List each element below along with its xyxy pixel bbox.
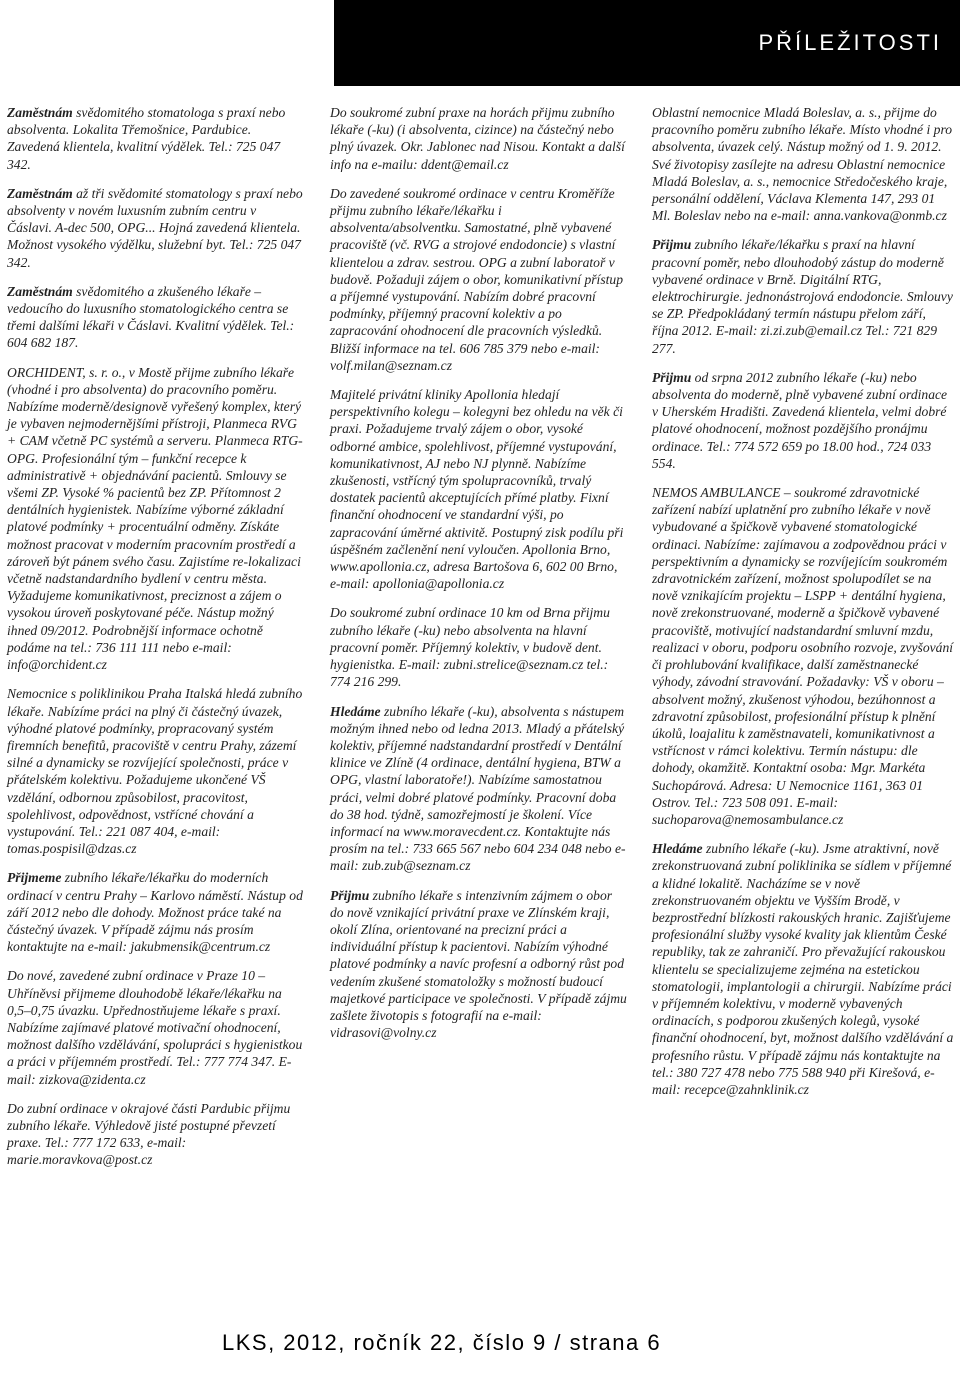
classified-ad — [330, 386, 628, 592]
classified-ad — [7, 185, 303, 271]
classified-ad — [7, 869, 303, 955]
ad-lead: Přijmu — [652, 237, 692, 253]
classified-ad — [7, 685, 303, 857]
ad-text: Nemocnice s poliklinikou Praha Italská hledá zubního lékaře. Nabízíme práci na plný či částečný úvazek, výhodné platové podmínky, propracovaný systém firemních benefitů, pracoviště v centru Prahy, zázemí silné a dynamicky se rozvíjející společnosti, práce v přátelském kolektivu. Požadujeme ukončené VŠ vzdělání, odbornou způsobilost, pracovitost, spolehlivost, odpovědnost, vstřícné chování a vystupování. Tel.: 221 087 404, e-mail: tomas.pospisil@dzas.cz — [7, 686, 303, 857]
ad-lead: Zaměstnám — [7, 185, 73, 201]
ad-lead: Hledáme — [330, 703, 381, 719]
classified-ad — [7, 967, 303, 1087]
classified-ad — [7, 364, 303, 674]
ad-text: zubního lékaře s intenzivním zájmem o obor do nově vznikající privátní praxe ve Zlínském kraji, okolí Zlína, orientované na precizní práci a individuální přístup k pacientovi. Nabízím výhodné platové podmínky a navíc profesní a odborný růst pod vedením zkušené stomatoložky s možností budoucí majetkové participace ve společnosti. V případě zájmu zašlete životopis s fotografií na e-mail: vidrasovi@volny.cz — [330, 887, 627, 1041]
ad-lead: Zaměstnám — [7, 283, 73, 299]
classified-ad — [330, 185, 628, 374]
classified-ad — [330, 604, 628, 690]
classified-ad — [652, 840, 954, 1098]
ad-text: Do nové, zavedené zubní ordinace v Praze 10 – Uhříněvsi přijmeme dlouhodobě lékaře/lékařku na 0,5–0,75 úvazku. Upřednostňujeme lékaře s praxí. Nabízíme zajímavé platové motivační ohodnocení, možnost dalšího vzdělávání, spolupráci s hygienistkou a práci v příjemném prostředí. Tel.: 777 774 347. E-mail: zizkova@zidenta.cz — [7, 968, 303, 1087]
column-3 — [652, 104, 954, 1110]
column-1 — [7, 104, 303, 1181]
column-2 — [330, 104, 628, 1053]
ad-lead: Přijmu — [652, 369, 692, 385]
ad-text: zubního lékaře (-ku), absolventa s nástupem možným ihned nebo od ledna 2013. Mladý a přátelský kolektiv, příjemné nadstandardní prostředí v Dentální klinice ve Zlíně (4 ordinace, dentální hygiena, BTW a OPG, vlastní laboratoře!). Nabízíme samostatnou práci, velmi dobré platové podmínky. Pracovní doba do 38 hod. týdně, samozřejmostí je školení. Více informací na www.moravecdent.cz. Kontaktujte nás prosím na tel.: 733 665 567 nebo 604 234 048 nebo e-mail: zub.zub@seznam.cz — [330, 703, 626, 874]
header-band — [334, 0, 960, 86]
classified-ad — [330, 703, 628, 875]
page-footer: LKS, 2012, ročník 22, číslo 9 / strana 6 — [222, 1330, 662, 1355]
ad-text: až tři svědomité stomatology s praxí nebo absolventy v novém luxusním zubním centru v Čáslavi. A-dec 500, OPG... Hojná zavedená klientela. Možnost vysokého výdělku, služební byt. Tel.: 725 047 342. — [7, 185, 303, 270]
ad-text: Oblastní nemocnice Mladá Boleslav, a. s., přijme do pracovního poměru zubního lékaře. Místo vhodné i pro absolventa, úvazek celý. Nástup možný od 1. 9. 2012. Své životopisy zasílejte na adresu Oblastní nemocnice Mladá Boleslav, a. s., nemocnice Středočeského kraje, personální oddělení, Václava Klementa 147, 293 01 Ml. Boleslav nebo na e-mail: anna.vankova@onmb.cz — [652, 105, 953, 224]
classified-ad — [7, 1100, 303, 1169]
classified-ad — [652, 484, 954, 828]
ad-lead: Zaměstnám — [7, 105, 73, 120]
ad-lead: Hledáme — [652, 841, 703, 857]
classified-ad — [7, 283, 303, 352]
classified-ad — [652, 236, 954, 356]
classified-ad — [652, 104, 954, 224]
ad-text: NEMOS AMBULANCE – soukromé zdravotnické zařízení nabízí uplatnění pro zubního lékaře v nově vybudované a špičkově vybavené stomatologické ordinaci. Nabízíme: zajímavou a zodpovědnou práci v perspektivním a dynamicky se rozvíjejícím soukromém zdravotnickém zařízení, možnost spolupodílet se na nově vznikajícím projektu – LSPP + dentální hygiena, nově zrekonstruované, moderně a špičkově vybavené pracoviště, motivující nadstandardní smluvní mzdu, realizaci v oboru, podporu osobního rozvoje, zvyšování či prohlubování kvalifikace, další zaměstnanecké výhody, závodní stravování. Požadavky: VŠ v oboru – absolvent možný, zkušenost výhodou, bezúhonnost a zdravotní způsobilost, profesionální přístup k plnění úkolů, loajalitu k zaměstnavateli, komunikativnost a vstřícnost v rámci kolektivu. Termín nástupu: dle dohody, okamžitě. Kontaktní osoba: Mgr. Markéta Suchopárová. Adresa: U Nemocnice 1161, 363 01 Ostrov. Tel.: 723 508 091. E-mail: suchoparova@nemosambulance.cz — [652, 485, 954, 827]
ad-text: zubního lékaře/lékařku do moderních ordinací v centru Prahy – Karlovo náměstí. Nástup od září 2012 nebo dle dohody. Možnost práce také na částečný úvazek. V případě zájmu nás prosím kontaktujte na e-mail: jakubmensik@centrum.cz — [7, 870, 303, 955]
classified-ad — [330, 104, 628, 173]
ad-text: Do soukromé zubní praxe na horách přijmu zubního lékaře (-ku) (i absolventa, cizince) na částečný nebo plný úvazek. Okr. Jablonec nad Nisou. Kontakt a další info na e-mailu: ddent@email.cz — [330, 105, 625, 172]
ad-text: Do zubní ordinace v okrajové části Pardubic přijmu zubního lékaře. Výhledově jisté postupné převzetí praxe. Tel.: 777 172 633, e-mail: marie.moravkova@post.cz — [7, 1100, 291, 1168]
ad-text: zubního lékaře (-ku). Jsme atraktivní, nově zrekonstruovaná zubní poliklinika se sídlem v příjemné a klidné lokalitě. Nacházíme se v nově zrekonstruovaném objektu ve Vyšším Brodě, v bezprostřední blízkosti rakouských hranic. Zajišťujeme profesionální služby vysoké kvality jak klientům České republiky, tak ze zahraničí. Pro převažující rakouskou klientelu se specializujeme zejména na estetickou stomatologii, implantologii a chirurgii. Nabízíme práci v příjemném kolektivu, v moderně vybavených ordinacích, s podporou zkušených kolegů, vysoké finanční ohodnocení, byt, možnost dalšího vzdělávání a profesního růstu. V případě zájmu nás kontaktujte na tel.: 380 727 478 nebo 775 588 940 při Kirešová, e-mail: recepce@zahnklinik.cz — [652, 841, 954, 1097]
ad-text: ORCHIDENT, s. r. o., v Mostě přijme zubního lékaře (vhodné i pro absolventa) do pracovního poměru. Nabízíme moderně/designově vyřešený komplex, který je vybaven nejmodernějšími přístroji, Planmeca RVG + CAM včetně PC systémů a serveru. Planmeca RTG-OPG. Profesionální tým – funkční recepce k administrativě + objednávání pacientů. Smlouvy se všemi ZP. Vysoké % pacientů bez ZP. Přítomnost 2 dentálních hygienistek. Nabízíme výborné základní platové podmínky + procentuální odměny. Získáte možnost pracovat v moderním pracovním prostředí a zároveň být pánem svého času. Zajistíme re-lokalizaci včetně nadstandardního bydlení v centru města. Vyžadujeme komunikativnost, preciznost a zájem o vysokou úroveň poskytované péče. Nástup možný ihned 09/2012. Podrobnější informace ochotně podáme na tel.: 736 111 111 nebo e-mail: info@orchident.cz — [7, 364, 303, 673]
classified-ad — [330, 887, 628, 1042]
classified-ad — [652, 369, 954, 472]
ad-lead: Přijmu — [330, 887, 370, 903]
ad-text: Do soukromé zubní ordinace 10 km od Brna přijmu zubního lékaře (-ku) nebo absolventa na hlavní pracovní poměr. Příjemný kolektiv, v budově dent. hygienistka. E-mail: zubni.strelice@seznam.cz tel.: 774 216 299. — [330, 605, 610, 690]
ad-lead: Přijmeme — [7, 870, 62, 886]
ad-text: Majitelé privátní kliniky Apollonia hledají perspektivního kolegu – kolegyni bez ohledu na věk či praxi. Požadujeme trvalý zájem o obor, vysoké odborné ambice, spolehlivost, příjemné vystupování, komunikativnost, AJ nebo NJ plynně. Nabízíme zkušenosti, vstřícný tým spolupracovníků, trvalý dostatek pacientů akceptujících přímé platby. Fixní finanční ohodnocení ve standardní výši, po zapracování úměrné aktivitě. Postupný zisk podílu při úspěšném začlenění není vyloučen. Apollonia Brno, www.apollonia.cz, adresa Bartošova 6, 602 00 Brno, e-mail: apollonia@apollonia.cz — [330, 387, 624, 592]
ad-text: svědomitého stomatologa s praxí nebo absolventa. Lokalita Třemošnice, Pardubice. Zavedená klientela, kvalitní výdělek. Tel.: 725 047 342. — [7, 105, 286, 172]
ad-text: svědomitého a zkušeného lékaře – vedoucího do luxusního stomatologického centra se třemi dalšími lékaři v Čáslavi. Kvalitní výdělek. Tel.: 604 682 187. — [7, 283, 295, 351]
ad-text: zubního lékaře/lékařku s praxí na hlavní pracovní poměr, nebo dlouhodobý zástup do moderně vybavené ordinace v Brně. Digitální RTG, elektrochirurgie. jednonástrojová endodoncie. Smlouvy se ZP. Předpokládaný termín nástupu přelom září, října 2012. E-mail: zi.zi.zub@email.cz Tel.: 721 829 277. — [652, 237, 953, 356]
ad-text: od srpna 2012 zubního lékaře (-ku) nebo absolventa do moderně, plně vybavené zubní ordinace v Uherském Hradišti. Zavedená klientela, velmi dobré platové ohodnocení, možnost pozdějšího pronájmu ordinace. Tel.: 774 572 659 po 18.00 hod., 724 033 554. — [652, 369, 948, 471]
section-title: PŘÍLEŽITOSTI — [758, 30, 942, 55]
classified-ad — [7, 104, 303, 173]
ad-text: Do zavedené soukromé ordinace v centru Kroměříže přijmu zubního lékaře/lékařku i absolventa/absolventku. Samostatné, plně vybavené pracoviště (vč. RVG a strojové endodoncie) s vlastní klientelou a zdrav. sestrou. OPG a zubní laboratoř v budově. Požaduji zájem o obor, komunikativní přístup a příjemné vystupování. Nabízím dobré pracovní podmínky, příjemný pracovní kolektiv a po zapracování ohodnocení dle pracovních výsledků. Bližší informace na tel. 606 785 379 nebo e-mail: volf.milan@seznam.cz — [330, 185, 623, 373]
